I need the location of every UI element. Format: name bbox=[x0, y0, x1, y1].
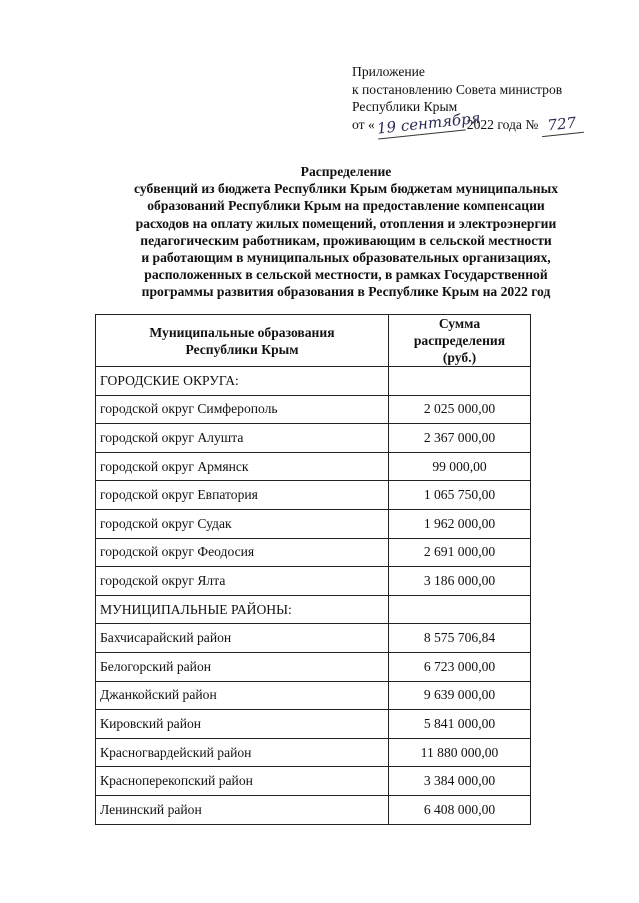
row-name: городской округ Феодосия bbox=[96, 538, 389, 567]
row-value bbox=[389, 595, 531, 624]
appendix-from: от « bbox=[352, 116, 375, 132]
table-row bbox=[96, 424, 531, 453]
table-row bbox=[96, 509, 531, 538]
table-row bbox=[96, 767, 531, 796]
row-name: городской округ Симферополь bbox=[96, 395, 389, 424]
appendix-date-line bbox=[352, 108, 583, 138]
row-name: Красногвардейский район bbox=[96, 738, 389, 767]
table-row bbox=[96, 738, 531, 767]
row-name: Ленинский район bbox=[96, 795, 389, 824]
row-value: 11 880 000,00 bbox=[389, 738, 531, 767]
row-value bbox=[389, 367, 531, 396]
handwritten-date: 19 сентября bbox=[375, 108, 482, 138]
title-line: педагогическим работникам, проживающим в сельской местности bbox=[140, 232, 552, 248]
title-line: расходов на оплату жилых помещений, отопления и электроэнергии bbox=[135, 215, 557, 231]
title-line: расположенных в сельской местности, в рамках Государственной bbox=[144, 267, 548, 283]
title-line: программы развития образования в Республике Крым на 2022 год bbox=[141, 284, 551, 300]
row-name: ГОРОДСКИЕ ОКРУГА: bbox=[96, 367, 389, 396]
row-name: Белогорский район bbox=[96, 652, 389, 681]
row-value: 2 691 000,00 bbox=[389, 538, 531, 567]
row-value: 2 025 000,00 bbox=[389, 395, 531, 424]
title-line: и работающим в муниципальных образовательных организациях, bbox=[141, 250, 551, 266]
row-value: 99 000,00 bbox=[389, 452, 531, 481]
row-value: 1 962 000,00 bbox=[389, 509, 531, 538]
title-line: субвенций из бюджета Республики Крым бюджетам муниципальных bbox=[133, 181, 559, 197]
row-value: 8 575 706,84 bbox=[389, 624, 531, 653]
table-row bbox=[96, 681, 531, 710]
header-municipality-line1: Муниципальные образования bbox=[149, 324, 335, 340]
row-name: Кировский район bbox=[96, 710, 389, 739]
row-name: городской округ Судак bbox=[96, 509, 389, 538]
row-value: 2 367 000,00 bbox=[389, 424, 531, 453]
appendix-block bbox=[352, 63, 583, 138]
table-row bbox=[96, 538, 531, 567]
handwritten-number: 727 bbox=[540, 113, 584, 136]
row-name: городской округ Евпатория bbox=[96, 481, 389, 510]
appendix-resolution: к постановлению Совета министров bbox=[352, 81, 563, 97]
row-value: 6 723 000,00 bbox=[389, 652, 531, 681]
row-value: 9 639 000,00 bbox=[389, 681, 531, 710]
header-municipality-line2: Республики Крым bbox=[185, 341, 299, 357]
table-row bbox=[96, 624, 531, 653]
appendix-label: Приложение bbox=[352, 64, 425, 79]
row-name: городской округ Армянск bbox=[96, 452, 389, 481]
header-amount-line2: (руб.) bbox=[442, 350, 477, 365]
appendix-republic: Республики Крым bbox=[352, 99, 458, 114]
row-name: городской округ Ялта bbox=[96, 567, 389, 596]
row-value: 3 384 000,00 bbox=[389, 767, 531, 796]
row-name: Бахчисарайский район bbox=[96, 624, 389, 653]
title-line: образований Республики Крым на предоставление компенсации bbox=[147, 198, 545, 214]
table-row bbox=[96, 795, 531, 824]
row-name: Джанкойский район bbox=[96, 681, 389, 710]
row-value: 3 186 000,00 bbox=[389, 567, 531, 596]
row-name: Красноперекопский район bbox=[96, 767, 389, 796]
table-row bbox=[96, 652, 531, 681]
title-line: Распределение bbox=[300, 164, 392, 179]
table-row bbox=[96, 710, 531, 739]
section-row bbox=[96, 367, 531, 396]
appendix-year: 2022 года № bbox=[466, 116, 539, 132]
row-value: 6 408 000,00 bbox=[389, 795, 531, 824]
row-value: 1 065 750,00 bbox=[389, 481, 531, 510]
row-value: 5 841 000,00 bbox=[389, 710, 531, 739]
header-amount bbox=[389, 315, 531, 367]
table-row bbox=[96, 452, 531, 481]
header-amount-line1: Сумма распределения bbox=[413, 316, 506, 348]
document-title bbox=[96, 163, 596, 301]
row-name: МУНИЦИПАЛЬНЫЕ РАЙОНЫ: bbox=[96, 595, 389, 624]
table-header-row bbox=[96, 315, 531, 367]
row-name: городской округ Алушта bbox=[96, 424, 389, 453]
section-row bbox=[96, 595, 531, 624]
distribution-table bbox=[95, 314, 531, 825]
table-row bbox=[96, 567, 531, 596]
table-row bbox=[96, 395, 531, 424]
header-municipality bbox=[96, 315, 389, 367]
table-row bbox=[96, 481, 531, 510]
